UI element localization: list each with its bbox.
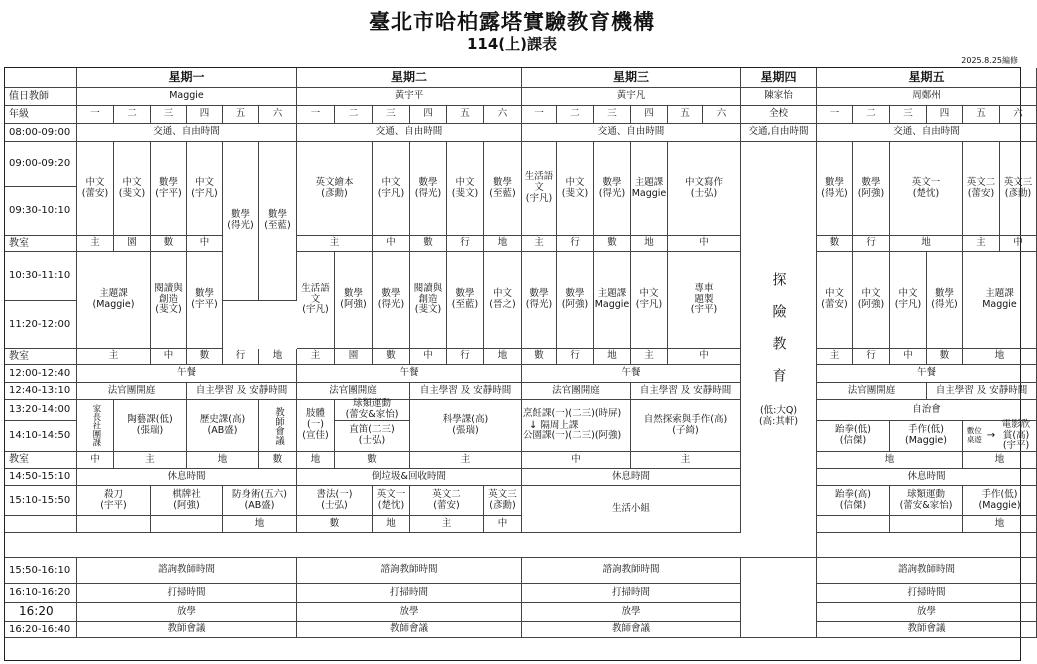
sweep-mon: 打掃時間 [77, 584, 297, 603]
room-cell: 行 [557, 236, 594, 252]
class-cell: 數學 (得光) [927, 252, 963, 349]
time-label: 14:10-14:50 [5, 421, 77, 452]
right-arrow-icon: → [986, 430, 996, 442]
free-fri: 交通、自由時間 [817, 124, 1037, 142]
court-wed: 法官團開庭 [522, 383, 631, 400]
down-arrow-icon: ↓ [529, 419, 538, 431]
free-mon: 交通、自由時間 [77, 124, 297, 142]
room-cell: 中 [890, 349, 927, 365]
class-cell: 數學 (宇平) [187, 252, 223, 349]
class-cell: 數學 (阿強) [853, 142, 890, 236]
room-cell [151, 516, 223, 533]
room-cell: 地 [373, 516, 410, 533]
room-label-empty [5, 516, 77, 533]
classroom-label: 教室 [5, 349, 77, 365]
time-label: 08:00-09:00 [5, 124, 77, 142]
grade-cell: 二 [335, 106, 373, 124]
class-cell: 數學 (宇平) [151, 142, 187, 236]
time-label: 14:50-15:10 [5, 469, 77, 486]
room-cell: 主 [297, 236, 373, 252]
timetable [4, 67, 1033, 661]
room-cell: 數 [594, 236, 631, 252]
dismiss-mon: 放學 [77, 603, 297, 622]
time-label: 12:40-13:10 [5, 383, 77, 400]
club-cell: 跆拳(高) (信傑) [817, 486, 890, 516]
time-label: 10:30-11:10 [5, 252, 77, 301]
class-cell: 中文 (宇凡) [631, 252, 668, 349]
grade-cell: 四 [927, 106, 963, 124]
room-cell: 主 [77, 236, 114, 252]
class-cell: 中文 (斐文) [557, 142, 594, 236]
time-label: 16:10-16:20 [5, 584, 77, 603]
dismiss-wed: 放學 [522, 603, 741, 622]
court-mon: 法官團開庭 [77, 383, 187, 400]
room-cell [77, 516, 151, 533]
class-cell: 中文寫作 (士弘) [668, 142, 741, 236]
grade-cell: 六 [703, 106, 741, 124]
rest-tue: 倒垃圾&回收時間 [297, 469, 522, 486]
free-wed: 交通、自由時間 [522, 124, 741, 142]
class-cell: 直笛(二三) (士弘) [335, 421, 410, 452]
room-cell: 主 [817, 349, 853, 365]
day-mon: 星期一 [77, 68, 297, 88]
class-cell: 跆拳(低) (信傑) [817, 421, 890, 452]
class-cell: 數學 (至藍) [259, 142, 297, 301]
classroom-label: 教室 [5, 236, 77, 252]
explore-note: (低:大Q) (高:其軒) [758, 404, 799, 427]
meeting-tue: 教師會議 [297, 622, 522, 638]
boardgame-label: 數位桌遊 [966, 426, 982, 444]
class-cell: 數學 (得光) [594, 142, 631, 236]
class-cell: 中文 (宇凡) [187, 142, 223, 236]
dismiss-fri: 放學 [817, 603, 1037, 622]
movie-label: 電影欣賞(高) (宇平) [1001, 418, 1031, 452]
room-cell: 地 [223, 516, 297, 533]
club-cell: 英文二 (蕾安) [410, 486, 484, 516]
self-gov-cell: 自治會 [817, 400, 1037, 421]
class-cell: 科學課(高) (張瑞) [410, 400, 522, 452]
club-cell: 英文三 (彥勳) [484, 486, 522, 516]
room-cell: 地 [297, 452, 335, 469]
room-cell: 中 [522, 452, 631, 469]
court-tue: 法官團開庭 [297, 383, 410, 400]
class-cell: 英文二 (蕾安) [963, 142, 1000, 236]
class-cell: 專車 題製 (宇平) [668, 252, 741, 349]
class-cell: 歷史課(高) (AB盛) [187, 400, 259, 452]
grade-cell: 六 [259, 106, 297, 124]
grade-cell: 一 [77, 106, 114, 124]
classroom-label: 教室 [5, 452, 77, 469]
class-cell: 數學 (得光) [373, 252, 410, 349]
room-cell: 數 [259, 452, 297, 469]
explore-cell [741, 142, 817, 558]
lunch-mon: 午餐 [77, 365, 297, 383]
duty-label: 值日教師 [5, 88, 77, 106]
grade-cell: 一 [817, 106, 853, 124]
selfstudy-fri: 自主學習 及 安靜時間 [927, 383, 1037, 400]
time-label: 15:50-16:10 [5, 558, 77, 584]
spacer-row [5, 533, 741, 558]
grade-cell: 三 [151, 106, 187, 124]
room-cell: 地 [817, 452, 963, 469]
room-cell: 地 [484, 349, 522, 365]
class-cell: 中文 (斐文) [447, 142, 484, 236]
class-cell: 數學 (阿強) [335, 252, 373, 349]
room-cell: 數 [373, 349, 410, 365]
room-cell [890, 516, 963, 533]
room-cell: 中 [668, 236, 741, 252]
room-cell: 中 [484, 516, 522, 533]
day-fri: 星期五 [817, 68, 1037, 88]
class-cell: 手作(低) (Maggie) [890, 421, 963, 452]
dismiss-tue: 放學 [297, 603, 522, 622]
class-cell: 數學 (阿強) [557, 252, 594, 349]
grade-cell: 一 [522, 106, 557, 124]
grade-cell: 五 [963, 106, 1000, 124]
club-cell: 生活小組 [522, 486, 741, 533]
page-subtitle: 114(上)課表 [466, 35, 558, 53]
club-cell: 英文一 (楚忱) [373, 486, 410, 516]
class-cell: 閱讀與創造 (斐文) [410, 252, 447, 349]
spacer-row [817, 533, 1037, 558]
duty-fri: 周鄭州 [817, 88, 1037, 106]
time-label: 15:10-15:50 [5, 486, 77, 516]
class-cell: 數學 (得光) [410, 142, 447, 236]
rest-mon: 休息時間 [77, 469, 297, 486]
grade-cell: 六 [1000, 106, 1037, 124]
room-cell: 中 [373, 236, 410, 252]
room-cell: 主 [631, 349, 668, 365]
room-cell: 主 [410, 452, 522, 469]
grade-cell: 六 [484, 106, 522, 124]
grade-cell: 三 [594, 106, 631, 124]
consult-thu [741, 558, 817, 638]
class-cell: 教師會議 [259, 400, 297, 452]
room-cell: 中 [410, 349, 447, 365]
grade-cell: 一 [297, 106, 335, 124]
grade-cell: 四 [187, 106, 223, 124]
class-cell: 主題課 (Maggie) [77, 252, 151, 349]
class-cell: 中文 (晉之) [484, 252, 522, 349]
room-cell: 主 [410, 516, 484, 533]
selfstudy-mon: 自主學習 及 安靜時間 [187, 383, 297, 400]
sweep-wed: 打掃時間 [522, 584, 741, 603]
selfstudy-wed: 自主學習 及 安靜時間 [631, 383, 741, 400]
room-cell: 地 [631, 236, 668, 252]
room-cell: 數 [297, 516, 373, 533]
day-wed: 星期三 [522, 68, 741, 88]
club-cell: 殺刀 (宇平) [77, 486, 151, 516]
room-cell: 中 [668, 349, 741, 365]
grade-cell: 三 [890, 106, 927, 124]
time-label: 16:20-16:40 [5, 622, 77, 638]
class-cell: 中文 (蕾安) [817, 252, 853, 349]
time-label: 12:00-12:40 [5, 365, 77, 383]
class-cell: 中文 (斐文) [114, 142, 151, 236]
sweep-tue: 打掃時間 [297, 584, 522, 603]
grade-cell: 五 [668, 106, 703, 124]
time-label: 09:00-09:20 [5, 142, 77, 187]
class-cell: 英文三 (彥勳) [1000, 142, 1037, 236]
page-title: 臺北市哈柏露塔實驗教育機構 [369, 10, 655, 34]
grade-label: 年級 [5, 106, 77, 124]
time-label: 09:30-10:10 [5, 187, 77, 236]
class-cell: 英文繪本 (彥勳) [297, 142, 373, 236]
grade-cell: 五 [447, 106, 484, 124]
room-cell: 主 [114, 452, 187, 469]
class-cell: 數學 (至藍) [484, 142, 522, 236]
court-fri: 法官團開庭 [817, 383, 927, 400]
room-cell: 地 [963, 516, 1037, 533]
duty-mon: Maggie [77, 88, 297, 106]
room-cell: 行 [853, 349, 890, 365]
corner-cell [5, 68, 77, 88]
grade-cell: 二 [853, 106, 890, 124]
park-class: 公園課(一)(二三)(阿強) [523, 430, 622, 442]
consult-wed: 諮詢教師時間 [522, 558, 741, 584]
room-cell: 地 [259, 349, 297, 365]
class-cell: 中文 (宇凡) [890, 252, 927, 349]
time-label: 11:20-12:00 [5, 301, 77, 349]
room-cell: 數 [410, 236, 447, 252]
room-cell: 中 [77, 452, 114, 469]
cooking-class: 烹飪課(一)(二三)(時屏) [523, 407, 622, 419]
room-cell: 中 [1000, 236, 1037, 252]
grade-cell: 二 [557, 106, 594, 124]
class-cell: 生活語文 (宇凡) [297, 252, 335, 349]
room-cell: 園 [114, 236, 151, 252]
class-cell: 主題課 Maggie [631, 142, 668, 236]
club-cell: 球類運動 (蕾安&家怡) [890, 486, 963, 516]
lunch-tue: 午餐 [297, 365, 522, 383]
room-cell: 地 [484, 236, 522, 252]
consult-mon: 諮詢教師時間 [77, 558, 297, 584]
lunch-fri: 午餐 [817, 365, 1037, 383]
room-cell: 數 [335, 452, 410, 469]
class-cell: 主題課 Maggie [594, 252, 631, 349]
room-cell: 地 [594, 349, 631, 365]
room-cell: 中 [187, 236, 223, 252]
class-cell [522, 400, 631, 452]
class-cell: 中文 (宇凡) [373, 142, 410, 236]
room-cell: 行 [447, 349, 484, 365]
class-cell: 家長社團課 [77, 400, 114, 452]
room-cell: 數 [187, 349, 223, 365]
time-label: 13:20-14:00 [5, 400, 77, 421]
duty-wed: 黃宇凡 [522, 88, 741, 106]
consult-fri: 諮詢教師時間 [817, 558, 1037, 584]
room-cell: 地 [963, 452, 1037, 469]
club-cell: 防身術(五六) (AB盛) [223, 486, 297, 516]
meeting-wed: 教師會議 [522, 622, 741, 638]
rest-fri: 休息時間 [817, 469, 1037, 486]
class-cell: 中文 (阿強) [853, 252, 890, 349]
grade-cell: 三 [373, 106, 410, 124]
club-cell: 棋牌社 (阿強) [151, 486, 223, 516]
class-cell: 數學 (得光) [223, 142, 259, 301]
grade-cell: 四 [410, 106, 447, 124]
selfstudy-tue: 自主學習 及 安靜時間 [410, 383, 522, 400]
room-cell: 數 [522, 349, 557, 365]
club-cell: 手作(低) (Maggie) [963, 486, 1037, 516]
edit-date: 2025.8.25編修 [961, 56, 1018, 65]
day-tue: 星期二 [297, 68, 522, 88]
room-cell: 主 [963, 236, 1000, 252]
room-cell: 主 [522, 236, 557, 252]
class-cell: 生活語文 (宇凡) [522, 142, 557, 236]
duty-tue: 黃宇平 [297, 88, 522, 106]
class-cell: 數學 (至藍) [447, 252, 484, 349]
room-cell: 數 [817, 236, 853, 252]
grade-cell: 四 [631, 106, 668, 124]
duty-thu: 陳家怡 [741, 88, 817, 106]
class-cell: 閱讀與創造 (斐文) [151, 252, 187, 349]
grade-cell: 五 [223, 106, 259, 124]
rest-wed: 休息時間 [522, 469, 741, 486]
grade-cell: 二 [114, 106, 151, 124]
room-cell: 主 [631, 452, 741, 469]
class-cell: 數學 (得光) [522, 252, 557, 349]
room-cell: 行 [853, 236, 890, 252]
class-cell: 中文 (蕾安) [77, 142, 114, 236]
room-cell: 行 [447, 236, 484, 252]
class-cell: 球類運動 (蕾安&家怡) [335, 400, 410, 421]
alternate-week-label: 隔周上課 [540, 419, 579, 431]
day-thu: 星期四 [741, 68, 817, 88]
free-tue: 交通、自由時間 [297, 124, 522, 142]
room-cell: 主 [77, 349, 151, 365]
room-cell: 地 [963, 349, 1037, 365]
class-cell: 主題課 Maggie [963, 252, 1037, 349]
class-cell: 自然探索與手作(高) (子綺) [631, 400, 741, 452]
time-label: 16:20 [5, 603, 77, 622]
room-cell: 數 [927, 349, 963, 365]
club-cell: 書法(一) (士弘) [297, 486, 373, 516]
room-cell: 主 [297, 349, 335, 365]
class-cell: 陶藝課(低) (張瑞) [114, 400, 187, 452]
free-thu: 交通,自由時間 [741, 124, 817, 142]
room-cell [817, 516, 890, 533]
class-cell: 肢體(一) (宣佳) [297, 400, 335, 452]
room-cell: 行 [557, 349, 594, 365]
sweep-fri: 打掃時間 [817, 584, 1037, 603]
consult-tue: 諮詢教師時間 [297, 558, 522, 584]
class-cell: 英文一 (楚忱) [890, 142, 963, 236]
room-cell: 地 [890, 236, 963, 252]
explore-title: 探險教育 [770, 271, 787, 400]
class-cell: 數學 (得光) [817, 142, 853, 236]
meeting-fri: 教師會議 [817, 622, 1037, 638]
room-cell: 數 [151, 236, 187, 252]
meeting-mon: 教師會議 [77, 622, 297, 638]
grade-cell: 全校 [741, 106, 817, 124]
room-cell: 園 [335, 349, 373, 365]
room-cell: 行 [223, 349, 259, 365]
room-cell: 地 [187, 452, 259, 469]
class-cell [963, 418, 1037, 452]
lunch-wed: 午餐 [522, 365, 741, 383]
room-cell: 中 [151, 349, 187, 365]
